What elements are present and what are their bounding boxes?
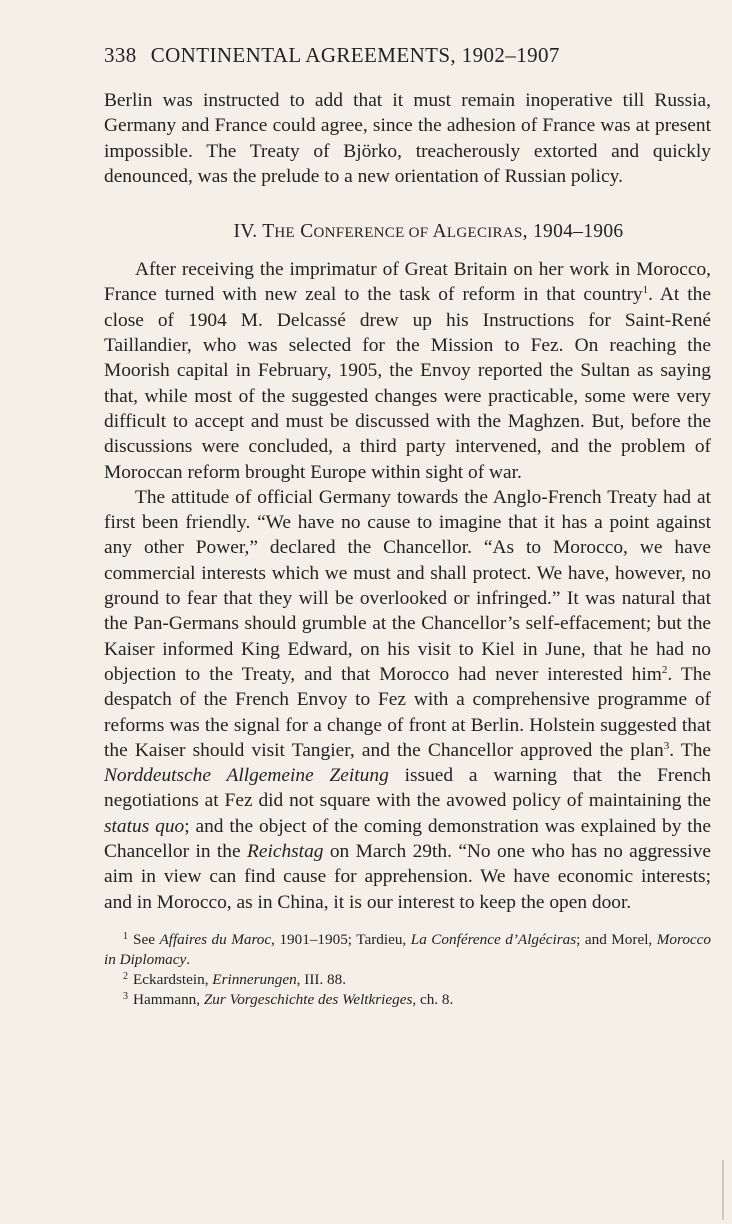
- footnote-text: III. 88.: [300, 970, 347, 988]
- book-page: [104, 40, 711, 1010]
- footnote-work-title: Affaires du Maroc,: [159, 930, 275, 948]
- paragraph-2-text-b: . The despatch of the French Envoy to Fez with a comprehensive programme of reforms was the signal for a change of front at Berlin. Holstein suggested that the Kaiser should visit Tangier, and the Chancellor approved the plan: [104, 663, 711, 761]
- running-title: CONTINENTAL AGREEMENTS, 1902–1907: [150, 43, 560, 67]
- paragraph-2-text-a: The attitude of official Germany towards the Anglo-French Treaty had at first been friendly. “We have no cause to imagine that it has a point against any other Power,” declared the Chancellor. “As to Morocco, we have commercial interests which we must and shall protect. We have, however, no ground to fear that they will be overlooked or infringed.” It was natural that the Pan-Germans should grumble at the Chancellor’s self-effacement; but the Kaiser informed King Edward, on his visit to Kiel in June, that he had no objection to the Treaty, and that Morocco had never interested him: [104, 486, 711, 685]
- footnote-1: [104, 930, 711, 970]
- footnote-text: Eckardstein,: [133, 970, 213, 988]
- footnote-text: .: [186, 950, 191, 968]
- footnote-2: [104, 970, 711, 990]
- section-title-small-2: ONFERENCE OF: [313, 225, 429, 242]
- status-quo-term: status quo: [104, 815, 185, 837]
- paragraph-2-text-d: issued a warning that the French negotiations at Fez did not square with the avowed policy of maintaining the: [104, 765, 711, 812]
- page-edge-mark: [722, 1160, 724, 1220]
- section-title-cap-3: A: [432, 221, 447, 243]
- section-title-small-1: HE: [274, 225, 296, 242]
- section-title-dates: , 1904–1906: [522, 221, 624, 243]
- footnote-3: [104, 990, 711, 1010]
- paragraph-1-text-b: . At the close of 1904 M. Delcassé drew up his Instructions for Saint-René Taillandier, who was selected for the Mission to Fez. On reaching the Moorish capital in February, 1905, the Envoy reported the Sultan as saying that, while most of the suggested changes were practicable, some were very difficult to accept and must be discussed with the Maghzen. But, before the discussions were concluded, a third party intervened, and the problem of Moroccan reform brought Europe within sight of war.: [104, 284, 711, 483]
- paragraph-2-text-c: . The: [669, 739, 711, 761]
- running-header: [104, 40, 711, 70]
- section-title-cap-1: T: [262, 221, 275, 243]
- footnote-text: ; and Morel,: [576, 930, 657, 948]
- footnote-number: 3: [123, 990, 128, 1002]
- footnote-ref-2: 2: [661, 663, 668, 676]
- section-numeral: IV.: [233, 221, 258, 243]
- footnote-text: ch. 8.: [416, 990, 454, 1008]
- footnote-text: 1901–1905; Tardieu,: [274, 930, 411, 948]
- footnote-text: Hammann,: [133, 990, 204, 1008]
- footnote-work-title: Zur Vorgeschichte des Weltkrieges,: [203, 990, 417, 1008]
- newspaper-title: Norddeutsche Allgemeine Zeitung: [104, 765, 389, 787]
- body-text: [104, 88, 711, 915]
- page-number: 338: [104, 43, 137, 67]
- footnote-text: See: [133, 930, 160, 948]
- paragraph-1: [104, 257, 711, 485]
- footnote-ref-3: 3: [663, 739, 670, 752]
- paragraph-1-text-a: After receiving the imprimatur of Great Britain on her work in Morocco, France turned with new zeal to the task of reform in that country: [104, 259, 711, 306]
- footnote-work-title: Morocco in Diplomacy: [104, 930, 712, 968]
- paragraph-2-text-e: ; and the object of the coming demonstration was explained by the Chancellor in the: [104, 815, 711, 863]
- section-heading: [146, 219, 711, 246]
- paragraph-2: [104, 485, 711, 915]
- footnote-work-title: Erinnerungen,: [212, 970, 301, 988]
- reichstag-term: Reichstag: [247, 841, 324, 863]
- opening-paragraph: Berlin was instructed to add that it must remain inoperative till Russia, Germany and France could agree, since the adhesion of France was at present impossible. The Treaty of Björko, treacherously extorted and quickly denounced, was the prelude to a new orientation of Russian policy.: [104, 90, 711, 187]
- section-title-cap-2: C: [300, 221, 314, 243]
- footnote-number: 1: [123, 930, 128, 942]
- footnote-ref-1: 1: [642, 284, 649, 297]
- section-title-small-3: LGECIRAS: [446, 225, 523, 242]
- footnote-work-title: La Conférence d’Algéciras: [410, 930, 577, 948]
- footnotes: [104, 930, 711, 1010]
- paragraph-2-text-f: on March 29th. “No one who has no aggressive aim in view can find cause for apprehension. We have economic interests; and in Morocco, as in China, it is our interest to keep the open door.: [104, 841, 711, 913]
- footnote-number: 2: [123, 970, 128, 982]
